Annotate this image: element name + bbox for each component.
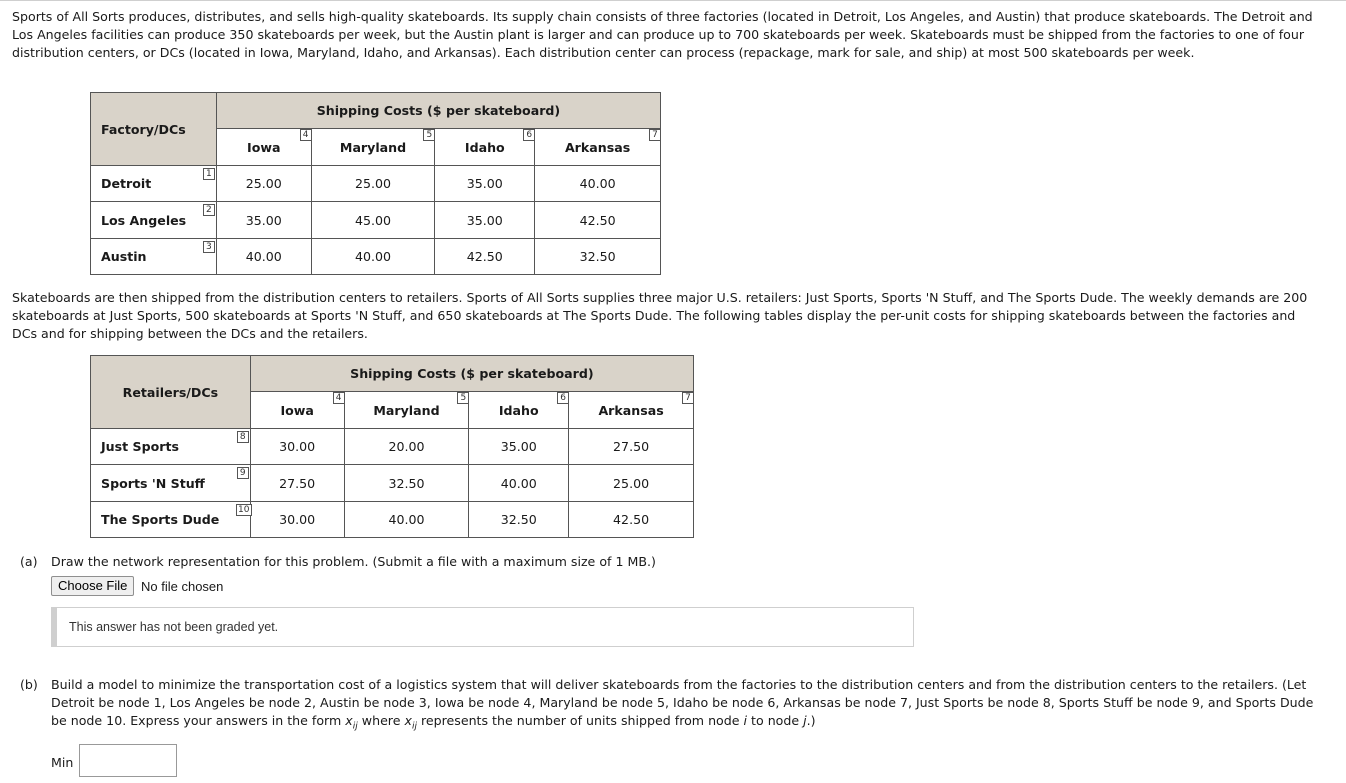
table-row: [91, 202, 661, 239]
intro-paragraph: Sports of All Sorts produces, distributes, and sells high-quality skateboards. Its supply chain consists of three factories (located in Detroit, Los Angeles, and Austin) that produce skateboards. The Detroit and Los Angeles facilities can produce 350 skateboards per week, but the Austin plant is larger and can produce up to 700 skateboards per week. Skateboards must be shipped from the factories to one of four distribution centers, or DCs (located in Iowa, Maryland, Idaho, and Arkansas). Each distribution center can process (repackage, mark for sale, and ship) at most 500 skateboards per week.: [12, 9, 1313, 60]
table-cell: 30.00: [250, 502, 344, 538]
table-cell: 42.50: [569, 502, 694, 538]
table-row: [91, 465, 694, 502]
table-cell: 20.00: [344, 429, 469, 465]
node-4-marker: 4: [300, 129, 312, 141]
table-cell: 35.00: [435, 166, 535, 202]
table-cell: 27.50: [569, 429, 694, 465]
row-label-los-angeles: Los Angeles 2: [91, 202, 217, 239]
table-cell: 35.00: [469, 429, 569, 465]
table2-title: Shipping Costs ($ per skateboard): [250, 356, 693, 392]
node-4-marker: 4: [333, 392, 345, 404]
table-cell: 32.50: [469, 502, 569, 538]
node-1-marker: 1: [203, 168, 215, 180]
node-10-marker: 10: [236, 504, 252, 516]
table-row: [91, 429, 694, 465]
table-cell: 40.00: [535, 166, 661, 202]
table-cell: 40.00: [469, 465, 569, 502]
row-label-sports-n-stuff: Sports 'N Stuff 9: [91, 465, 251, 502]
table-cell: 32.50: [535, 239, 661, 275]
grade-status-box: [51, 607, 914, 647]
table1-col-maryland: Maryland 5: [311, 129, 435, 166]
table1-col-arkansas: Arkansas 7: [535, 129, 661, 166]
node-7-marker: 7: [682, 392, 694, 404]
node-8-marker: 8: [237, 431, 249, 443]
table-cell: 42.50: [535, 202, 661, 239]
table-row: [91, 239, 661, 275]
node-6-marker: 6: [523, 129, 535, 141]
part-a-text: Draw the network representation for this problem. (Submit a file with a maximum size of 1 MB.): [51, 554, 656, 569]
table-cell: 40.00: [311, 239, 435, 275]
retailer-dc-cost-table: [90, 355, 694, 538]
top-border: [0, 0, 1346, 1]
table-cell: 30.00: [250, 429, 344, 465]
row-label-the-sports-dude: The Sports Dude 10: [91, 502, 251, 538]
table1-col-iowa: Iowa 4: [216, 129, 311, 166]
choose-file-button[interactable]: Choose File: [51, 576, 134, 596]
table-cell: 35.00: [216, 202, 311, 239]
table2-col-arkansas: Arkansas 7: [569, 392, 694, 429]
min-objective-input[interactable]: [79, 744, 177, 777]
table-cell: 35.00: [435, 202, 535, 239]
table1-corner-cell: [91, 93, 217, 166]
table2-col-idaho: Idaho 6: [469, 392, 569, 429]
table2-corner-label: Retailers/DCs: [122, 384, 219, 400]
node-9-marker: 9: [237, 467, 249, 479]
table-row: [91, 502, 694, 538]
table-cell: 42.50: [435, 239, 535, 275]
variable-x-ref: $x_{ij}$: [404, 713, 417, 732]
table-cell: 25.00: [569, 465, 694, 502]
table-cell: 27.50: [250, 465, 344, 502]
variable-x: $x_{ij}$: [345, 713, 358, 732]
grade-status-text: This answer has not been graded yet.: [69, 620, 279, 634]
part-b-label: (b): [20, 677, 38, 692]
min-label: Min: [51, 755, 74, 770]
factory-dc-cost-table: [90, 92, 661, 275]
table-cell: 32.50: [344, 465, 469, 502]
table-cell: 40.00: [216, 239, 311, 275]
table-row: [91, 166, 661, 202]
table2-col-maryland: Maryland 5: [344, 392, 469, 429]
node-2-marker: 2: [203, 204, 215, 216]
part-b-text: Build a model to minimize the transportation cost of a logistics system that will deliver skateboards from the factories to the distribution centers and from the distribution centers to the retailers. (Let Detroit be node 1, Los Angeles be node 2, Austin be node 3, Iowa be node 4, Maryland be node 5, Idaho be node 6, Arkansas be node 7, Just Sports be node 8, Sports Stuff be node 9, and Sports Dude be node 10. Express your answers in the form $x_{ij}$ where $x_{ij}$ represents the number of units shipped from node i to node j.): [51, 677, 1314, 732]
table1-col-idaho: Idaho 6: [435, 129, 535, 166]
table2-corner-cell: [91, 356, 251, 429]
table2-col-iowa: Iowa 4: [250, 392, 344, 429]
row-label-just-sports: Just Sports 8: [91, 429, 251, 465]
table1-title: Shipping Costs ($ per skateboard): [216, 93, 660, 129]
row-label-detroit: Detroit 1: [91, 166, 217, 202]
row-label-austin: Austin 3: [91, 239, 217, 275]
table-cell: 40.00: [344, 502, 469, 538]
node-3-marker: 3: [203, 241, 215, 253]
node-6-marker: 6: [557, 392, 569, 404]
table-cell: 25.00: [311, 166, 435, 202]
node-5-marker: 5: [423, 129, 435, 141]
file-status: No file chosen: [141, 579, 224, 594]
table-cell: 25.00: [216, 166, 311, 202]
table-cell: 45.00: [311, 202, 435, 239]
node-5-marker: 5: [457, 392, 469, 404]
middle-paragraph: Skateboards are then shipped from the distribution centers to retailers. Sports of All Sorts supplies three major U.S. retailers: Just Sports, Sports 'N Stuff, and The Sports Dude. The weekly demands are 200 skateboards at Just Sports, 500 skateboards at Sports 'N Stuff, and 650 skateboards at The Sports Dude. The following tables display the per-unit costs for shipping skateboards between the factories and DCs and for shipping between the DCs and the retailers.: [12, 290, 1308, 341]
node-7-marker: 7: [649, 129, 661, 141]
part-a-label: (a): [20, 554, 38, 569]
table1-corner-label: Factory/DCs: [101, 121, 186, 137]
